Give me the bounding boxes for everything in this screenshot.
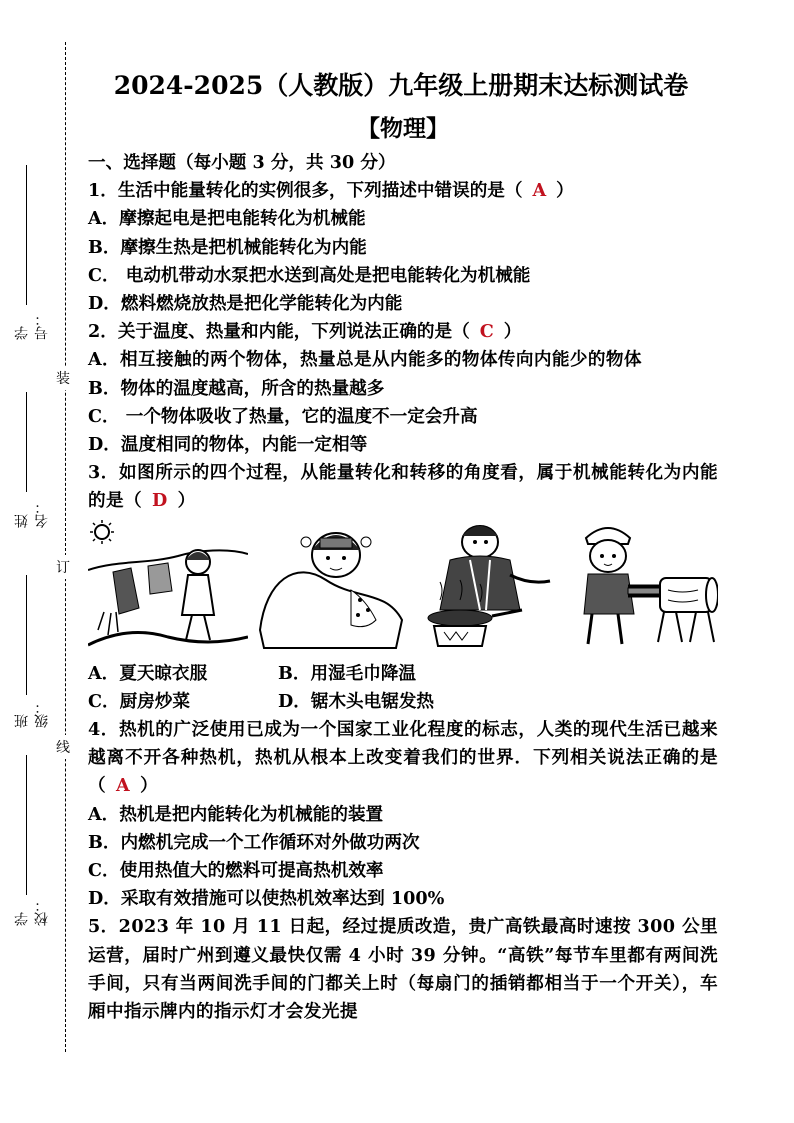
name-line: [26, 392, 27, 492]
student-id-label: 学号：: [14, 312, 50, 340]
question-3-options-row-1: [88, 660, 718, 688]
question-2-close: ）: [503, 321, 522, 343]
question-1-option-c: C． 电动机带动水泵把水送到高处是把电能转化为机械能: [88, 264, 531, 286]
class-label: 班级：: [14, 700, 50, 728]
cooking-illustration: [420, 520, 560, 650]
binding-margin: [0, 0, 80, 1123]
sawing-wood-illustration: [568, 520, 718, 650]
binding-char-xian: 线: [56, 735, 70, 759]
question-4-option-d: D．采取有效措施可以使热机效率达到 100%: [88, 888, 445, 910]
question-3-answer: D: [151, 490, 168, 512]
question-3-option-a: A．夏天晾衣服: [88, 662, 208, 684]
question-4-option-b: B．内燃机完成一个工作循环对外做功两次: [88, 831, 420, 853]
question-2-answer: C: [479, 321, 494, 343]
question-3-stem: [88, 459, 718, 515]
question-4-close: ）: [140, 775, 159, 797]
question-2-text: 2．关于温度、热量和内能，下列说法正确的是（: [88, 321, 470, 343]
question-1-close: ）: [556, 180, 574, 202]
question-1-stem: [88, 177, 718, 205]
question-4-answer: A: [116, 775, 131, 797]
question-1-option-a: A．摩擦起电是把电能转化为机械能: [88, 208, 366, 230]
drying-clothes-illustration: [88, 520, 248, 650]
exam-body: [88, 66, 718, 1026]
question-3-option-c: C．厨房炒菜: [88, 690, 190, 712]
question-1-answer: A: [532, 180, 547, 202]
question-4-text: 4．热机的广泛使用已成为一个国家工业化程度的标志，人类的现代生活已越来越离不开各种热机，热机从根本上改变着我们的世界．下列相关说法正确的是（: [88, 719, 718, 797]
exam-subject: 【物理】: [357, 115, 449, 142]
exam-title: 2024-2025（人教版）九年级上册期末达标测试卷: [113, 71, 689, 100]
school-line: [26, 755, 27, 895]
question-2-option-a: A．相互接触的两个物体，热量总是从内能多的物体传向内能少的物体: [88, 349, 642, 371]
question-3-option-d: D．锯木头电锯发热: [278, 690, 435, 712]
question-5-stem: 5．2023 年 10 月 11 日起，经过提质改造，贵广高铁最高时速按 300 公里运营，届时广州到遵义最快仅需 4 小时 39 分钟。“高铁”每节车里都有两间洗手间，只有当两间洗手间的门都关上时（每扇门的插销都相当于一个开关），车厢中指示牌内的指示灯才会发光提: [88, 916, 718, 1023]
binding-char-zhuang: 装: [56, 366, 70, 390]
name-label: 姓名：: [14, 500, 50, 528]
question-2-stem: [88, 318, 718, 346]
question-4-stem: [88, 716, 718, 801]
question-3-options-row-2: [88, 688, 718, 716]
question-3-text: 3．如图所示的四个过程，从能量转化和转移的角度看，属于机械能转化为内能的是（: [88, 462, 718, 512]
question-2-option-c: C． 一个物体吸收了热量，它的温度不一定会升高: [88, 405, 478, 427]
class-line: [26, 575, 27, 695]
wet-towel-illustration: [256, 520, 406, 650]
question-3-figures: [88, 520, 718, 654]
question-1-text: 1．生活中能量转化的实例很多，下列描述中错误的是（: [88, 180, 523, 202]
question-2-option-b: B．物体的温度越高，所含的热量越多: [88, 377, 385, 399]
question-4-option-a: A．热机是把内能转化为机械能的装置: [88, 803, 384, 825]
section-heading: 一、选择题（每小题 3 分，共 30 分）: [88, 152, 396, 173]
student-id-line: [26, 165, 27, 305]
question-3-option-b: B．用湿毛巾降温: [278, 662, 417, 684]
question-2-option-d: D．温度相同的物体，内能一定相等: [88, 434, 368, 456]
question-3-close: ）: [177, 490, 196, 512]
question-4-option-c: C．使用热值大的燃料可提高热机效率: [88, 860, 384, 882]
question-1-option-b: B．摩擦生热是把机械能转化为内能: [88, 236, 367, 258]
binding-char-ding: 订: [56, 555, 70, 579]
question-1-option-d: D．燃料燃烧放热是把化学能转化为内能: [88, 293, 403, 315]
school-label: 学校：: [14, 898, 50, 926]
binding-dashed-line: [65, 42, 66, 1052]
